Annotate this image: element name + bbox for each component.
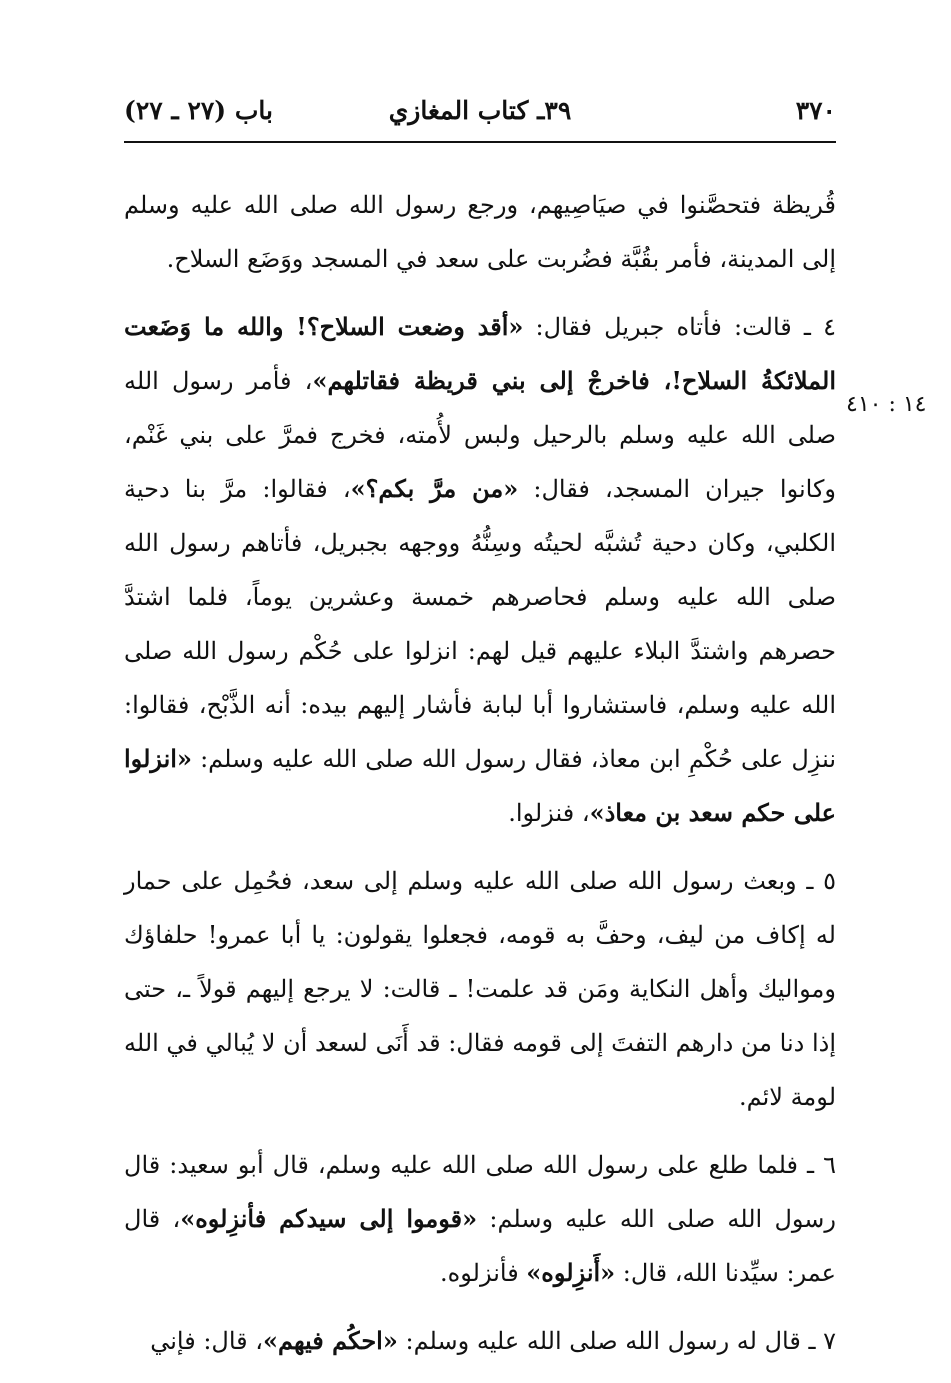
text-run: قُريظة فتحصَّنوا في صيَاصِيهم، ورجع رسول الله صلى الله عليه وسلم إلى المدينة، فأمر بقُبَّة فضُربت على سعد في المسجد ووَضَع السلاح. xyxy=(124,191,836,273)
paragraph xyxy=(124,1314,836,1368)
paragraph xyxy=(124,300,836,840)
text-run: ، فنزلوا. xyxy=(508,799,590,827)
hadith-quote: «أَنزِلوه» xyxy=(526,1258,616,1287)
paragraph xyxy=(124,178,836,286)
running-header xyxy=(124,96,836,134)
text-run: ٧ ـ قال له رسول الله صلى الله عليه وسلم: xyxy=(397,1327,836,1355)
body-text xyxy=(124,178,836,1382)
text-run: ٦ ـ فلما طلع على رسول الله صلى الله عليه وسلم، قال أبو سعيد: قال رسول الله صلى الله عليه وسلم: xyxy=(124,1151,836,1233)
hadith-quote: «أقد وضعت السلاح؟! والله ما وَضَعت الملائكةُ السلاح!، فاخرجْ إلى بني قريظة فقاتلهم» xyxy=(124,312,836,395)
text-run: ، قال: فإني xyxy=(150,1327,264,1355)
hadith-quote: «من مرَّ بكم؟» xyxy=(350,474,519,503)
paragraph xyxy=(124,1138,836,1300)
paragraph xyxy=(124,854,836,1124)
text-run: ٤ ـ قالت: فأتاه جبريل فقال: xyxy=(523,313,836,341)
section-label: باب (٢٧ ـ ٢٧) xyxy=(124,96,273,125)
header-rule xyxy=(124,141,836,143)
text-run: ٥ ـ وبعث رسول الله صلى الله عليه وسلم إلى سعد، فحُمِل على حمار له إكاف من ليف، وحفَّ به قومه، فجعلوا يقولون: يا أبا عمرو! حلفاؤك ومواليك وأهل النكاية ومَن قد علمت! ـ قالت: لا يرجع إليهم قولاً ـ، حتى إذا دنا من دارهم التفتَ إلى قومه فقال: قد أَنَى لسعد أن لا يُبالي في الله لومة لائم. xyxy=(124,867,836,1111)
chapter-title: ٣٩ـ كتاب المغازي xyxy=(388,96,572,125)
hadith-quote: «انزلوا على حكم سعد بن معاذ» xyxy=(124,744,836,827)
page-number: ٣٧٠ xyxy=(795,96,836,125)
hadith-quote: «احكُم فيهم» xyxy=(263,1326,398,1355)
margin-reference: ١٤ : ٤١٠ xyxy=(846,392,927,417)
text-run: فأنزلوه. xyxy=(440,1259,527,1287)
hadith-quote: «قوموا إلى سيدكم فأنزِلوه» xyxy=(180,1204,478,1233)
text-run: ، فقالوا: مرَّ بنا دحية الكلبي، وكان دحية تُشبَّه لحيتُه وسِنُّهُ ووجهه بجبريل، فأتاهم رسول الله صلى الله عليه وسلم فحاصرهم خمسة وعشرين يوماً، فلما اشتدَّ حصرهم واشتدَّ البلاء عليهم قيل لهم: انزلوا على حُكْم رسول الله صلى الله عليه وسلم، فاستشاروا أبا لبابة فأشار إليهم بيده: أنه الذَّبْح، فقالوا: ننزِل على حُكْمِ ابن معاذ، فقال رسول الله صلى الله عليه وسلم: xyxy=(124,475,837,773)
text-run: ، قال عمر: سيِّدنا الله، قال: xyxy=(124,1205,836,1287)
text-run: ، فأمر رسول الله صلى الله عليه وسلم بالرحيل ولبس لأُمته، فخرج فمرَّ على بني غَنْم، وكانوا جيران المسجد، فقال: xyxy=(124,367,837,503)
